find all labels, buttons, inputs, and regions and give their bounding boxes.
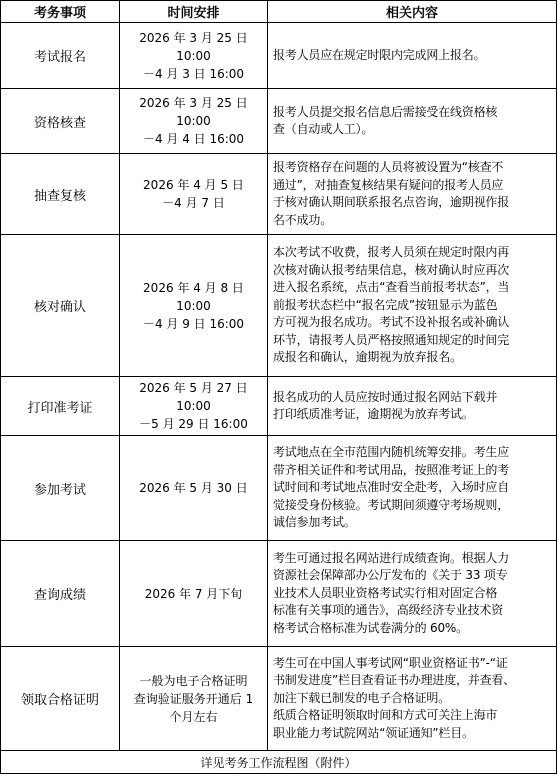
content-line: 方可视为报名成功。考试不设补报名或补确认: [273, 315, 510, 330]
time-cell: [120, 154, 268, 235]
time-line: 一般为电子合格证明: [139, 673, 248, 688]
content-line: 标准有关事项的通告》，高级经济专业技术资: [273, 603, 504, 618]
content-line: 前报考状态栏中“报名完成”按钮显示为蓝色: [273, 297, 498, 312]
content-cell: [268, 647, 557, 751]
content-line: 考生可通过报名网站进行成绩查询。根据人力: [273, 550, 510, 565]
content-line: 打印纸质准考证，逾期视为放弃考试。: [273, 407, 474, 421]
content-cell: [268, 23, 557, 89]
time-cell: [120, 235, 268, 377]
time-line: 2026 年 4 月 8 日: [143, 280, 244, 295]
time-cell: [120, 436, 268, 541]
time-line: 10:00: [176, 114, 211, 128]
time-cell: [120, 23, 268, 89]
time-cell: [120, 647, 268, 751]
time-line: 10:00: [176, 48, 211, 63]
footer-note: 详见考务工作流程图（附件）: [1, 751, 557, 774]
table-row: [1, 647, 557, 751]
content-line: 报考人员应在规定时限内完成网上报名。: [273, 47, 486, 62]
exam-item-cell: 考试报名: [1, 23, 120, 89]
content-cell: [268, 436, 557, 541]
content-line: 进入报名系统，点击“查看当前报考状态”，当: [273, 280, 510, 295]
time-cell: [120, 377, 268, 436]
content-line: 通过”，对抽查复核结果有疑问的报考人员应: [273, 177, 504, 192]
content-line: 加注下载已制发的电子合格证明。: [273, 690, 451, 705]
exam-item-cell: 查询成绩: [1, 541, 120, 647]
time-line: 2026 年 3 月 25 日: [139, 96, 248, 110]
content-line: 带齐相关证件和考试用品，按照准考证上的考: [273, 462, 510, 477]
content-line: 业技术人员职业资格考试实行相对固定合格: [273, 585, 498, 600]
content-line: 于核对确认期间联系报名点咨询，逾期视作报: [273, 195, 510, 209]
time-cell: [120, 89, 268, 154]
exam-item-cell: 打印准考证: [1, 377, 120, 436]
table-row: [1, 541, 557, 647]
time-line: 2026 年 4 月 5 日: [143, 178, 244, 192]
table-row: [1, 377, 557, 436]
time-line: －5 月 29 日 16:00: [139, 417, 248, 431]
header-exam-item: 考务事项: [1, 1, 120, 23]
content-line: 报名成功的人员应按时通过报名网站下载并: [273, 389, 498, 404]
content-line: 本次考试不收费，报考人员须在规定时限内再: [273, 245, 510, 260]
table-row: [1, 89, 557, 154]
time-line: －4 月 4 日 16:00: [142, 132, 245, 146]
content-line: 报考资格存在问题的人员将被设置为“核查不: [273, 160, 504, 174]
content-line: 格考试合格标准为试卷满分的 60%。: [273, 620, 468, 635]
content-line: 纸质合格证明领取时间和方式可关注上海市: [273, 708, 498, 723]
content-cell: [268, 89, 557, 154]
exam-item-cell: 领取合格证明: [1, 647, 120, 751]
header-time-schedule: 时间安排: [120, 1, 268, 23]
content-line: 考试地点在全市范围内随机统筹安排。考生应: [273, 445, 510, 460]
table-row: [1, 436, 557, 541]
content-cell: [268, 541, 557, 647]
table-row: [1, 235, 557, 377]
content-line: 职业能力考试院网站“领证通知”栏目。: [273, 725, 474, 740]
content-cell: [268, 377, 557, 436]
content-line: 名不成功。: [273, 212, 333, 227]
exam-item-cell: 核对确认: [1, 235, 120, 377]
header-related-content: 相关内容: [268, 1, 557, 23]
content-line: 书制发进度”栏目查看证书办理进度，并查看、: [273, 673, 516, 688]
content-line: 诚信参加考试。: [273, 515, 356, 530]
content-line: 报考人员提交报名信息后需接受在线资格核: [273, 104, 498, 119]
content-line: 成报名和确认，逾期视为放弃报名。: [273, 350, 462, 365]
table-row: [1, 23, 557, 89]
content-line: 觉接受身份核验。考试期间须遵守考场规则，: [273, 497, 510, 512]
time-line: 2026 年 7 月下旬: [144, 586, 243, 601]
content-line: 环节，请报考人员严格按照通知规定的时间完: [273, 332, 510, 347]
content-line: 查（自动或人工）。: [273, 122, 374, 136]
content-line: 考生可在中国人事考试网“职业资格证书”-“证: [273, 655, 508, 670]
time-line: 2026 年 3 月 25 日: [139, 30, 248, 45]
time-line: 10:00: [176, 399, 211, 413]
table-header-row: [1, 1, 557, 23]
content-cell: [268, 154, 557, 235]
time-line: －4 月 3 日 16:00: [142, 66, 245, 81]
exam-item-cell: 参加考试: [1, 436, 120, 541]
content-cell: [268, 235, 557, 377]
time-cell: [120, 541, 268, 647]
time-line: 2026 年 5 月 27 日: [139, 381, 248, 395]
time-line: 10:00: [176, 298, 211, 313]
exam-item-cell: 资格核查: [1, 89, 120, 154]
exam-item-cell: 抽查复核: [1, 154, 120, 235]
time-line: 查询验证服务开通后 1: [133, 691, 254, 706]
content-line: 次核对确认报考结果信息，核对确认时应再次: [273, 262, 510, 277]
time-line: 个月左右: [169, 709, 218, 724]
table-footer-row: [1, 751, 557, 774]
content-line: 试时间和考试地点准时安全赴考，入场时应自: [273, 480, 510, 495]
table-row: [1, 154, 557, 235]
time-line: 2026 年 5 月 30 日: [139, 481, 248, 495]
content-line: 资源社会保障部办公厅发布的《关于 33 项专: [273, 568, 508, 583]
time-line: －4 月 9 日 16:00: [142, 316, 245, 331]
time-line: －4 月 7 日: [162, 196, 225, 210]
